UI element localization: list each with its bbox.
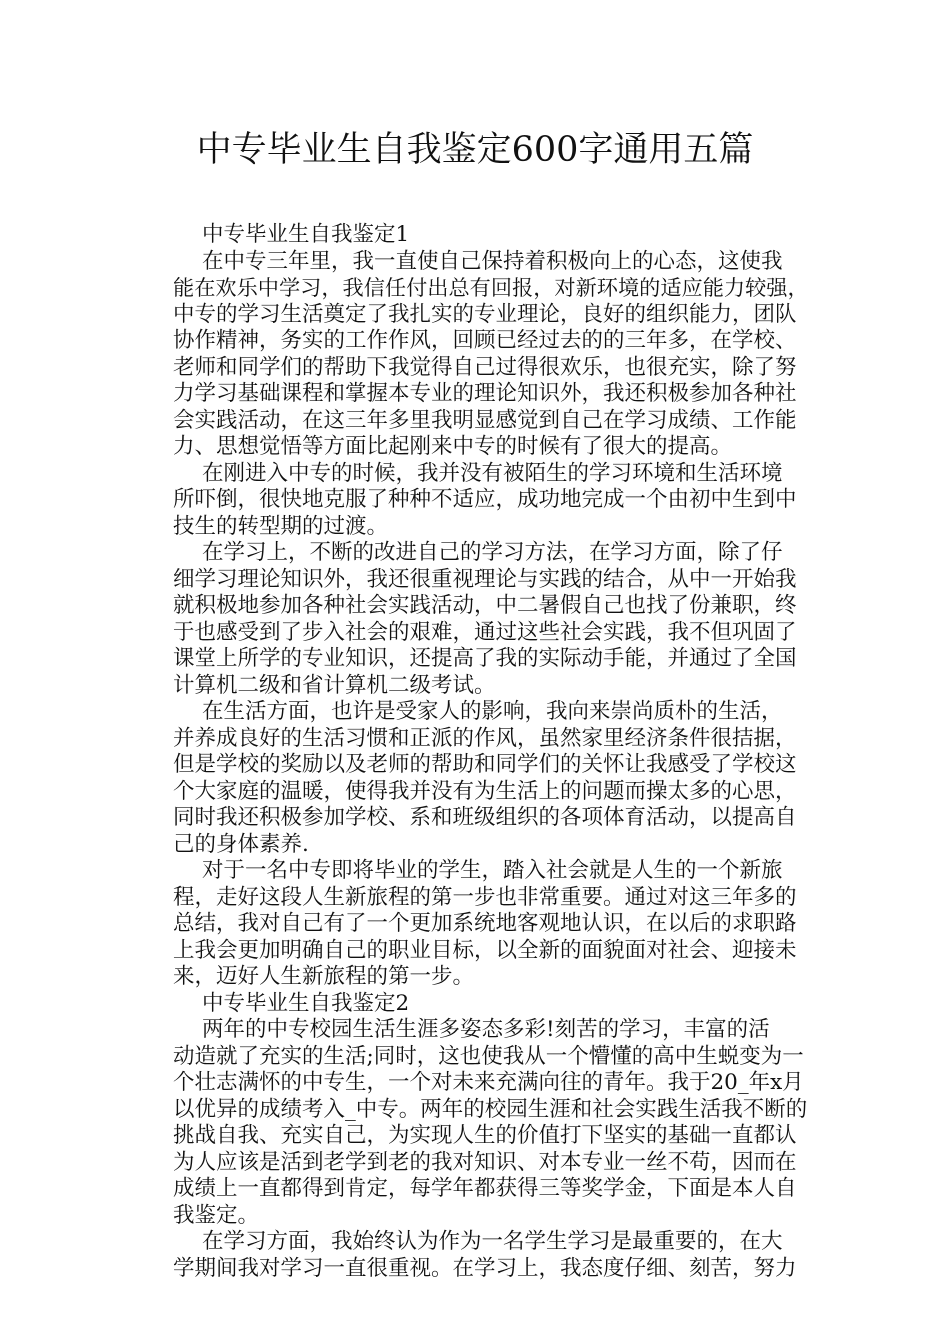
text-line: 课堂上所学的专业知识，还提高了我的实际动手能，并通过了全国 (173, 646, 797, 671)
text-line: 我鉴定。 (173, 1202, 260, 1228)
text-line: 在学习方面，我始终认为作为一名学生学习是最重要的，在大 (202, 1229, 783, 1254)
text-line: 学期间我对学习一直很重视。在学习上，我态度仔细、刻苦，努力 (173, 1255, 797, 1281)
text-line: 细学习理论知识外，我还很重视理论与实践的结合，从中一开始我 (173, 566, 797, 592)
text-line: 以优异的成绩考入_中专。两年的校园生涯和社会实践生活我不断的 (173, 1096, 808, 1122)
text-line: 为人应该是活到老学到老的我对知识、对本专业一丝不苟，因而在 (173, 1149, 797, 1175)
text-line: 协作精神，务实的工作作风，回顾已经过去的的三年多，在学校、 (173, 328, 797, 353)
text-line: 对于一名中专即将毕业的学生，踏入社会就是人生的一个新旅 (202, 858, 783, 883)
text-line: 同时我还积极参加学校、系和班级组织的各项体育活动，以提高自 (173, 805, 797, 830)
text-line: 计算机二级和省计算机二级考试。 (173, 672, 496, 698)
text-line: 中专毕业生自我鉴定2 (202, 990, 410, 1016)
text-line: 在中专三年里，我一直使自己保持着积极向上的心态，这使我 (202, 248, 783, 274)
text-line: 老师和同学们的帮助下我觉得自己过得很欢乐，也很充实，除了努 (173, 354, 797, 380)
document-body (173, 222, 809, 1282)
text-line: 己的身体素养. (173, 831, 309, 857)
text-line: 上我会更加明确自己的职业目标，以全新的面貌面对社会、迎接未 (173, 937, 797, 963)
text-line: 能在欢乐中学习，我信任付出总有回报，对新环境的适应能力较强， (173, 275, 809, 300)
text-line: 所吓倒，很快地克服了种种不适应，成功地完成一个由初中生到中 (173, 487, 797, 512)
text-line: 于也感受到了步入社会的艰难，通过这些社会实践，我不但巩固了 (173, 619, 797, 645)
text-line: 来，迈好人生新旅程的第一步。 (173, 964, 475, 989)
text-line: 中专的学习生活奠定了我扎实的专业理论，良好的组织能力，团队 (173, 301, 797, 327)
text-line: 力、思想觉悟等方面比起刚来中专的时候有了很大的提高。 (173, 434, 733, 459)
text-line: 在刚进入中专的时候，我并没有被陌生的学习环境和生活环境 (202, 460, 783, 486)
text-line: 在学习上，不断的改进自己的学习方法，在学习方面，除了仔 (202, 540, 783, 565)
text-line: 程，走好这段人生新旅程的第一步也非常重要。通过对这三年多的 (173, 884, 797, 910)
text-line: 中专毕业生自我鉴定1 (202, 222, 410, 247)
text-line: 个壮志满怀的中专生，一个对未来充满向往的青年。我于20_年x月 (173, 1070, 804, 1095)
text-line: 总结，我对自己有了一个更加系统地客观地认识，在以后的求职路 (173, 911, 797, 936)
text-line: 力学习基础课程和掌握本专业的理论知识外，我还积极参加各种社 (173, 381, 797, 406)
text-line: 挑战自我、充实自己，为实现人生的价值打下坚实的基础一直都认 (173, 1123, 797, 1148)
text-line: 动造就了充实的生活;同时，这也使我从一个懵懂的高中生蜕变为一 (173, 1043, 804, 1069)
text-line: 技生的转型期的过渡。 (173, 513, 389, 539)
text-line: 会实践活动，在这三年多里我明显感觉到自己在学习成绩、工作能 (173, 407, 797, 433)
text-line: 成绩上一直都得到肯定，每学年都获得三等奖学金，下面是本人自 (173, 1176, 797, 1201)
text-line: 两年的中专校园生活生涯多姿态多彩!刻苦的学习，丰富的活 (202, 1017, 770, 1042)
text-line: 但是学校的奖励以及老师的帮助和同学们的关怀让我感受了学校这 (173, 752, 797, 777)
text-line: 就积极地参加各种社会实践活动，中二暑假自己也找了份兼职，终 (173, 593, 797, 618)
document-title: 中专毕业生自我鉴定600字通用五篇 (196, 130, 754, 170)
text-line: 个大家庭的温暖，使得我并没有为生活上的问题而操太多的心思， (173, 778, 797, 804)
text-line: 在生活方面，也许是受家人的影响，我向来崇尚质朴的生活， (202, 699, 783, 724)
text-line: 并养成良好的生活习惯和正派的作风，虽然家里经济条件很拮据， (173, 725, 797, 751)
